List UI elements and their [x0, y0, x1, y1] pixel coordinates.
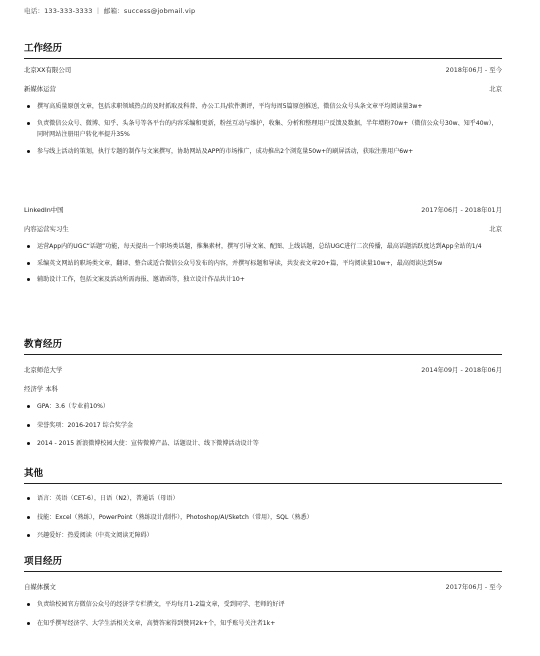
edu-section-title: 教育经历: [24, 336, 502, 355]
edu-date: 2014年09月 - 2018年06月: [421, 366, 502, 374]
other-section-title: 其他: [24, 465, 502, 484]
edu-major-row: [24, 384, 502, 393]
job-header: [24, 65, 502, 74]
project-name: 自媒体撰文: [24, 583, 56, 591]
contact-info: 电话：133-333-3333 ｜ 邮箱：success@jobmail.vip: [24, 7, 196, 15]
school-name: 北京师范大学: [24, 366, 63, 374]
list-item: 负责微信公众号、微博、知乎、头条号等各平台的内容采编和更新，粉丝互动与维护，收集、分析和整理用户反馈及数据，半年增粉70w+（微信公众号30w、知乎40w），同时网站注册用户转化率提升35%: [24, 118, 502, 141]
project-date: 2017年06月 - 至今: [445, 583, 502, 591]
list-item: 运营App内的UGC“话题”功能，每天提出一个职场类话题，推集素材，撰写引导文案、配图、上线话题，总结UGC进行二次传播，最高话题活跃度达到App全站的1/4: [24, 241, 502, 253]
list-item: 2014 - 2015 新浪微博校园大使：宣传微博产品、话题设计、线下微博活动设计等: [24, 438, 502, 450]
job-bullets: [24, 241, 502, 286]
edu-major: 经济学 本科: [24, 385, 58, 393]
edu-bullets: [24, 401, 502, 450]
list-item: 采编英文网站的职场类文章，翻译、整合或适合微信公众号发布的内容，并撰写标题和导读，共发表文章20+篇，平均阅读量10w+，最高阅读达到5w: [24, 258, 502, 270]
job-role-row: [24, 224, 502, 233]
list-item: 撰写高质量原创文章，包括求职领域热点的及时抓取及科普、办公工具/软件测评，平均每周5篇原创推送，微信公众号头条文章平均阅读量3w+: [24, 101, 502, 113]
work-section-title: 工作经历: [24, 40, 502, 59]
list-item: GPA：3.6（专业前10%）: [24, 401, 502, 413]
job-role: 内容运营实习生: [24, 225, 69, 233]
list-item: 辅助设计工作，包括文案及活动所需海报、邀请函等，独立设计作品共计10+: [24, 274, 502, 286]
job-role: 新媒体运营: [24, 85, 56, 93]
job-2: [24, 205, 502, 286]
job-role-row: [24, 84, 502, 93]
list-item: 语言：英语（CET-6），日语（N2），普通话（母语）: [24, 493, 502, 505]
project-header: [24, 582, 502, 591]
company-name: 北京XX有限公司: [24, 66, 72, 74]
other-section: [24, 465, 502, 542]
work-section: [24, 40, 502, 59]
list-item: 在知乎撰写经济学、大学生活相关文章，高赞答案得到赞同2k+个，知乎账号关注者1k+: [24, 618, 502, 630]
edu-section: [24, 336, 502, 450]
project-bullets: [24, 599, 502, 629]
list-item: 负责给校园官方微信公众号的经济学专栏撰文，平均每月1-2篇文章，受到同学、老师的好评: [24, 599, 502, 611]
edu-header: [24, 365, 502, 374]
project-section-title: 项目经历: [24, 553, 502, 572]
job-1: [24, 65, 502, 157]
job-date: 2017年06月 - 2018年01月: [421, 206, 502, 214]
list-item: 技能：Excel（熟练），PowerPoint（熟练设计/制作），Photoshop/AI/Sketch（常用），SQL（熟悉）: [24, 512, 502, 524]
company-name: LinkedIn中国: [24, 206, 64, 214]
project-section: [24, 553, 502, 629]
other-bullets: [24, 493, 502, 542]
list-item: 兴趣爱好：热爱阅读（中英文阅读无障碍）: [24, 530, 502, 542]
job-location: 北京: [489, 85, 502, 93]
list-item: 参与线上活动的策划，执行专题的制作与文案撰写，协助网站及APP的市场推广，成功推出2个浏览量50w+的刷屏活动，获取注册用户6w+: [24, 146, 502, 158]
job-header: [24, 205, 502, 214]
list-item: 荣誉奖项：2016-2017 综合奖学金: [24, 420, 502, 432]
job-location: 北京: [489, 225, 502, 233]
job-bullets: [24, 101, 502, 157]
job-date: 2018年06月 - 至今: [445, 66, 502, 74]
